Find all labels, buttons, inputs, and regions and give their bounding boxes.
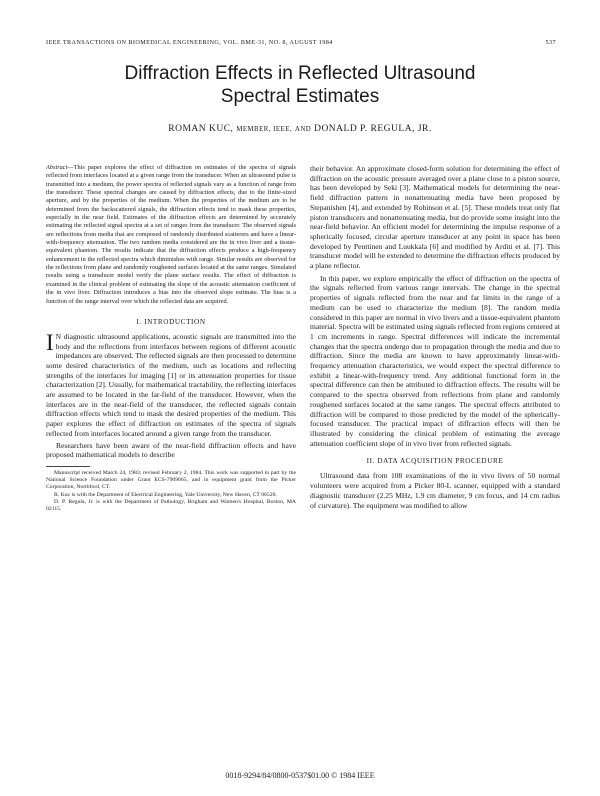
abstract <box>46 164 296 306</box>
copyright-line: 0018-9294/84/0800-0537$01.00 © 1984 IEEE <box>225 771 375 780</box>
page-number: 537 <box>545 39 556 46</box>
left-column <box>46 164 296 513</box>
footnote-author-1: R. Kuc is with the Department of Electrical Engineering, Yale University, New Haven, CT 06520. <box>54 491 277 498</box>
author-conjunction: AND <box>294 126 312 133</box>
footnote-rule <box>46 466 90 467</box>
title-line-1: Diffraction Effects in Reflected Ultrasound <box>124 63 476 84</box>
right-paragraph-2: In this paper, we explore empirically the effect of diffraction on the spectra of the signals reflected from various range intervals. The change in the spectral properties of signals reflected from the near and far limits in the range of a medium can be used to characterize the medium [8]. The random media considered in this paper are normal in vivo livers and a tissue-equivalent phantom material. Spectra will be estimated using signals reflected from regions centered at 1 cm increments in range. Spectral differences will indicate the incremental changes that the spectra undergo due to propagation through the media and due to diffraction. Since the media are known to have approximately linear-with-frequency attenuation characteristics, we would expect the spectral difference to exhibit a linear-with-frequency trend. Any additional functional form in the spectral difference can then be attributed to diffraction effects. The results will be compared to the spectra observed from reflections from plane and randomly roughened surfaces located at the same ranges. The spectral effects attributed to diffraction will be compared to those predicted by the model of the spherically-focused transducer. The practical impact of diffraction effects will then be illustrated by considering the clinical problem of estimating the average attenuation coefficient slope of in vivo liver from reflected signals. <box>310 273 560 448</box>
title-line-2: Spectral Estimates <box>220 86 380 107</box>
section-heading-introduction: I. INTRODUCTION <box>136 317 206 326</box>
author-1: ROMAN KUC, <box>168 124 234 134</box>
author-line <box>40 124 560 134</box>
paper-title <box>40 62 560 108</box>
right-paragraph-3: Ultrasound data from 108 examinations of the in vivo livers of 50 normal volunteers were acquired from a Picker 80-L scanner, equipped with a standard diagnostic transducer (2.25 MHz, 1.9 cm diameter, 9 cm focus, and 14 cm radius of curvature). The equipment was modified to allow <box>310 471 560 510</box>
intro-paragraph-2: Researchers have been aware of the near-field diffraction effects and have proposed mathematical models to describe <box>46 440 296 460</box>
right-column <box>310 164 560 510</box>
author-1-role: MEMBER, IEEE, <box>236 126 293 133</box>
footnote-manuscript: Manuscript received March 24, 1983; revised February 2, 1984. This work was supported in part by the National Science Foundation under Grant ECS-7909665, and in equipment grant from the Picker Corporation, Northford, CT. <box>46 469 296 491</box>
right-paragraph-1: their behavior. An approximate closed-form solution for determining the effect of diffraction on the acoustic pressure averaged over a plane close to a piston source, has been developed by Seki [3]. Mathematical models for determining the near-field diffraction pattern in nonattenuating media have been proposed by Stepanishen [4], and extended by Robinson et al. [5]. These models treat only flat piston transducers and nonattenuating media, but do provide some insight into the near-field behavior. An efficient model for determining the impulse response of a spherically focused, circular aperture transducer at any point in space has been developed by Penttinen and Luukkala [6] and modified by Arditi et al. [7]. This transducer model will be extended to determine the diffraction effects produced by a plane reflector. <box>310 164 560 271</box>
footnote-author-2: D. P. Regula, Jr. is with the Department of Pathology, Brigham and Women's Hospital, Boston, MA 02115. <box>46 498 296 512</box>
journal-citation: IEEE TRANSACTIONS ON BIOMEDICAL ENGINEERING, VOL. BME-31, NO. 8, AUGUST 1984 <box>46 39 333 46</box>
running-header <box>46 39 556 51</box>
section-heading-data-acquisition: II. DATA ACQUISITION PROCEDURE <box>366 457 504 466</box>
drop-cap: I <box>46 329 54 355</box>
abstract-label: Abstract <box>46 164 68 171</box>
abstract-text: —This paper explores the effect of diffraction on estimates of the spectra of signals reflected from interfaces located at a given range from the transducer. When an ultrasound pulse is transmitted into a medium, the power spectra of reflected signals vary as a function of range from the transducer. These spectral changes are caused by diffraction effects, due to the finite-sized aperture, and by the properties of the medium. When the properties of the medium are to be determined from the backscattered signals, the diffraction effects tend to mask these properties, especially in the near field. Estimates of the diffraction effects are determined by accurately estimating the reflected signal spectra at a set of ranges from the transducer. The observed signals are reflections from media that are composed of randomly distributed scatterers and have a linear-with-frequency attenuation. The two random media considered are the in vivo liver and a tissue-equivalent phantom. The results indicate that the diffraction effects produce a high-frequency enhancement in the reflected spectra which diminishes with range. Similar results are observed for the reflections from plane and randomly roughened surfaces located at the same ranges. Simulated results using a transducer model verify the plane surface results. The effect of diffraction is examined in the clinical problem of estimating the slope of the acoustic attenuation coefficient of the in vivo liver. Diffraction introduces a bias into the observed slope estimate. The bias is a function of the range interval over which the reflected data are acquired. <box>46 164 296 305</box>
intro-paragraph-1 <box>46 329 296 439</box>
author-2: DONALD P. REGULA, JR. <box>314 124 432 134</box>
intro-paragraph-1-text: N diagnostic ultrasound applications, acoustic signals are transmitted into the body and the reflections from interfaces between regions of different acoustic impedances are observed. The reflected signals are then processed to determine some desired characteristics of the medium, such as locations and reflecting strengths of the interfaces for imaging [1] or its attenuation properties for tissue characterization [2]. Usually, for mathematical tractability, the reflecting interfaces are assumed to be located in the far-field of the transducer. However, when the interfaces are in the near-field of the transducer, the reflected signals contain diffraction effects which tend to mask the desired properties of the medium. This paper explores the effect of diffraction on estimates of the spectra of signals reflected from interfaces located around a given range from the transducer. <box>46 331 296 438</box>
